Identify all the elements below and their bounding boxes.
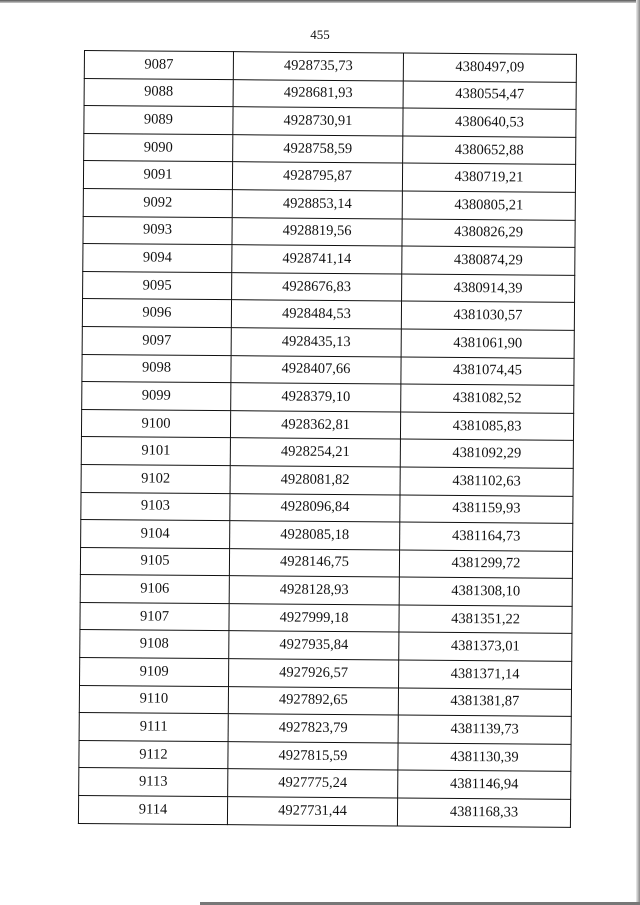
- y-coordinate-cell: 4380874,29: [402, 246, 575, 275]
- point-number-cell: 9104: [81, 520, 230, 549]
- point-number-cell: 9092: [83, 188, 232, 217]
- x-coordinate-cell: 4927775,24: [228, 769, 398, 798]
- y-coordinate-cell: 4381381,87: [398, 688, 571, 717]
- x-coordinate-cell: 4928146,75: [229, 548, 399, 577]
- x-coordinate-cell: 4928128,93: [229, 576, 399, 605]
- point-number-cell: 9089: [84, 106, 233, 135]
- point-number-cell: 9112: [79, 740, 228, 769]
- y-coordinate-cell: 4381164,73: [400, 522, 573, 551]
- point-number-cell: 9111: [79, 713, 228, 742]
- point-number-cell: 9099: [82, 382, 231, 411]
- point-number-cell: 9097: [82, 326, 231, 355]
- point-number-cell: 9087: [84, 51, 233, 80]
- y-coordinate-cell: 4381351,22: [399, 605, 572, 634]
- table-row: [84, 78, 576, 109]
- y-coordinate-cell: 4381139,73: [398, 715, 571, 744]
- table-row: [80, 658, 572, 689]
- table-row: [84, 106, 576, 137]
- table-row: [83, 161, 575, 192]
- x-coordinate-cell: 4927731,44: [227, 797, 397, 826]
- coordinates-table-body: [78, 51, 576, 827]
- y-coordinate-cell: 4381030,57: [401, 301, 574, 330]
- scan-edge-right: [636, 0, 640, 905]
- table-row: [78, 796, 570, 827]
- table-row: [82, 382, 574, 413]
- point-number-cell: 9105: [80, 547, 229, 576]
- y-coordinate-cell: 4380652,88: [403, 136, 576, 165]
- point-number-cell: 9094: [83, 244, 232, 273]
- point-number-cell: 9107: [80, 602, 229, 631]
- y-coordinate-cell: 4381299,72: [399, 550, 572, 579]
- y-coordinate-cell: 4381159,93: [400, 494, 573, 523]
- point-number-cell: 9096: [82, 299, 231, 328]
- x-coordinate-cell: 4928407,66: [231, 355, 401, 384]
- point-number-cell: 9103: [81, 492, 230, 521]
- table-row: [79, 768, 571, 799]
- table-row: [83, 271, 575, 302]
- table-row: [81, 492, 573, 523]
- y-coordinate-cell: 4381061,90: [401, 329, 574, 358]
- x-coordinate-cell: 4928379,10: [231, 383, 401, 412]
- y-coordinate-cell: 4380719,21: [402, 163, 575, 192]
- table-row: [83, 188, 575, 219]
- x-coordinate-cell: 4928484,53: [231, 300, 401, 329]
- y-coordinate-cell: 4381373,01: [399, 632, 572, 661]
- x-coordinate-cell: 4928730,91: [233, 107, 403, 136]
- y-coordinate-cell: 4380805,21: [402, 191, 575, 220]
- x-coordinate-cell: 4927815,59: [228, 741, 398, 770]
- y-coordinate-cell: 4381092,29: [400, 439, 573, 468]
- table-row: [79, 740, 571, 771]
- y-coordinate-cell: 4381085,83: [400, 412, 573, 441]
- point-number-cell: 9110: [79, 685, 228, 714]
- point-number-cell: 9102: [81, 464, 230, 493]
- point-number-cell: 9109: [80, 658, 229, 687]
- table-row: [81, 520, 573, 551]
- point-number-cell: 9090: [84, 133, 233, 162]
- y-coordinate-cell: 4381146,94: [398, 770, 571, 799]
- point-number-cell: 9100: [81, 409, 230, 438]
- point-number-cell: 9088: [84, 78, 233, 107]
- table-row: [79, 685, 571, 716]
- x-coordinate-cell: 4928741,14: [232, 245, 402, 274]
- table-row: [80, 630, 572, 661]
- x-coordinate-cell: 4927892,65: [228, 686, 398, 715]
- point-number-cell: 9091: [83, 161, 232, 190]
- x-coordinate-cell: 4927999,18: [229, 604, 399, 633]
- y-coordinate-cell: 4381074,45: [401, 357, 574, 386]
- point-number-cell: 9113: [79, 768, 228, 797]
- table-row: [80, 575, 572, 606]
- y-coordinate-cell: 4381082,52: [401, 384, 574, 413]
- y-coordinate-cell: 4381308,10: [399, 577, 572, 606]
- table-row: [83, 244, 575, 275]
- y-coordinate-cell: 4380640,53: [403, 108, 576, 137]
- table-row: [84, 51, 576, 82]
- y-coordinate-cell: 4380554,47: [403, 81, 576, 110]
- table-row: [83, 216, 575, 247]
- point-number-cell: 9093: [83, 216, 232, 245]
- table-row: [81, 437, 573, 468]
- table-row: [82, 326, 574, 357]
- y-coordinate-cell: 4381102,63: [400, 467, 573, 496]
- coordinates-table: [78, 50, 577, 827]
- y-coordinate-cell: 4381130,39: [398, 743, 571, 772]
- y-coordinate-cell: 4380914,39: [402, 274, 575, 303]
- table-row: [79, 713, 571, 744]
- table-row: [81, 464, 573, 495]
- table-row: [82, 354, 574, 385]
- x-coordinate-cell: 4928853,14: [232, 190, 402, 219]
- x-coordinate-cell: 4928085,18: [230, 521, 400, 550]
- table-row: [82, 299, 574, 330]
- point-number-cell: 9108: [80, 630, 229, 659]
- y-coordinate-cell: 4380826,29: [402, 219, 575, 248]
- x-coordinate-cell: 4927935,84: [229, 631, 399, 660]
- point-number-cell: 9098: [82, 354, 231, 383]
- point-number-cell: 9095: [83, 271, 232, 300]
- point-number-cell: 9106: [80, 575, 229, 604]
- x-coordinate-cell: 4927823,79: [228, 714, 398, 743]
- x-coordinate-cell: 4928681,93: [233, 79, 403, 108]
- x-coordinate-cell: 4928081,82: [230, 466, 400, 495]
- y-coordinate-cell: 4380497,09: [403, 53, 576, 82]
- point-number-cell: 9101: [81, 437, 230, 466]
- x-coordinate-cell: 4928676,83: [232, 272, 402, 301]
- x-coordinate-cell: 4928096,84: [230, 493, 400, 522]
- page-number: 455: [310, 27, 330, 42]
- y-coordinate-cell: 4381371,14: [399, 660, 572, 689]
- x-coordinate-cell: 4928362,81: [230, 410, 400, 439]
- x-coordinate-cell: 4927926,57: [229, 659, 399, 688]
- table-row: [84, 133, 576, 164]
- x-coordinate-cell: 4928735,73: [233, 52, 403, 81]
- point-number-cell: 9114: [78, 796, 227, 825]
- table-row: [81, 409, 573, 440]
- x-coordinate-cell: 4928758,59: [233, 134, 403, 163]
- x-coordinate-cell: 4928254,21: [230, 438, 400, 467]
- table-row: [80, 602, 572, 633]
- table-row: [80, 547, 572, 578]
- x-coordinate-cell: 4928435,13: [231, 328, 401, 357]
- scan-edge-top: [0, 0, 640, 3]
- x-coordinate-cell: 4928795,87: [232, 162, 402, 191]
- y-coordinate-cell: 4381168,33: [397, 798, 570, 827]
- x-coordinate-cell: 4928819,56: [232, 217, 402, 246]
